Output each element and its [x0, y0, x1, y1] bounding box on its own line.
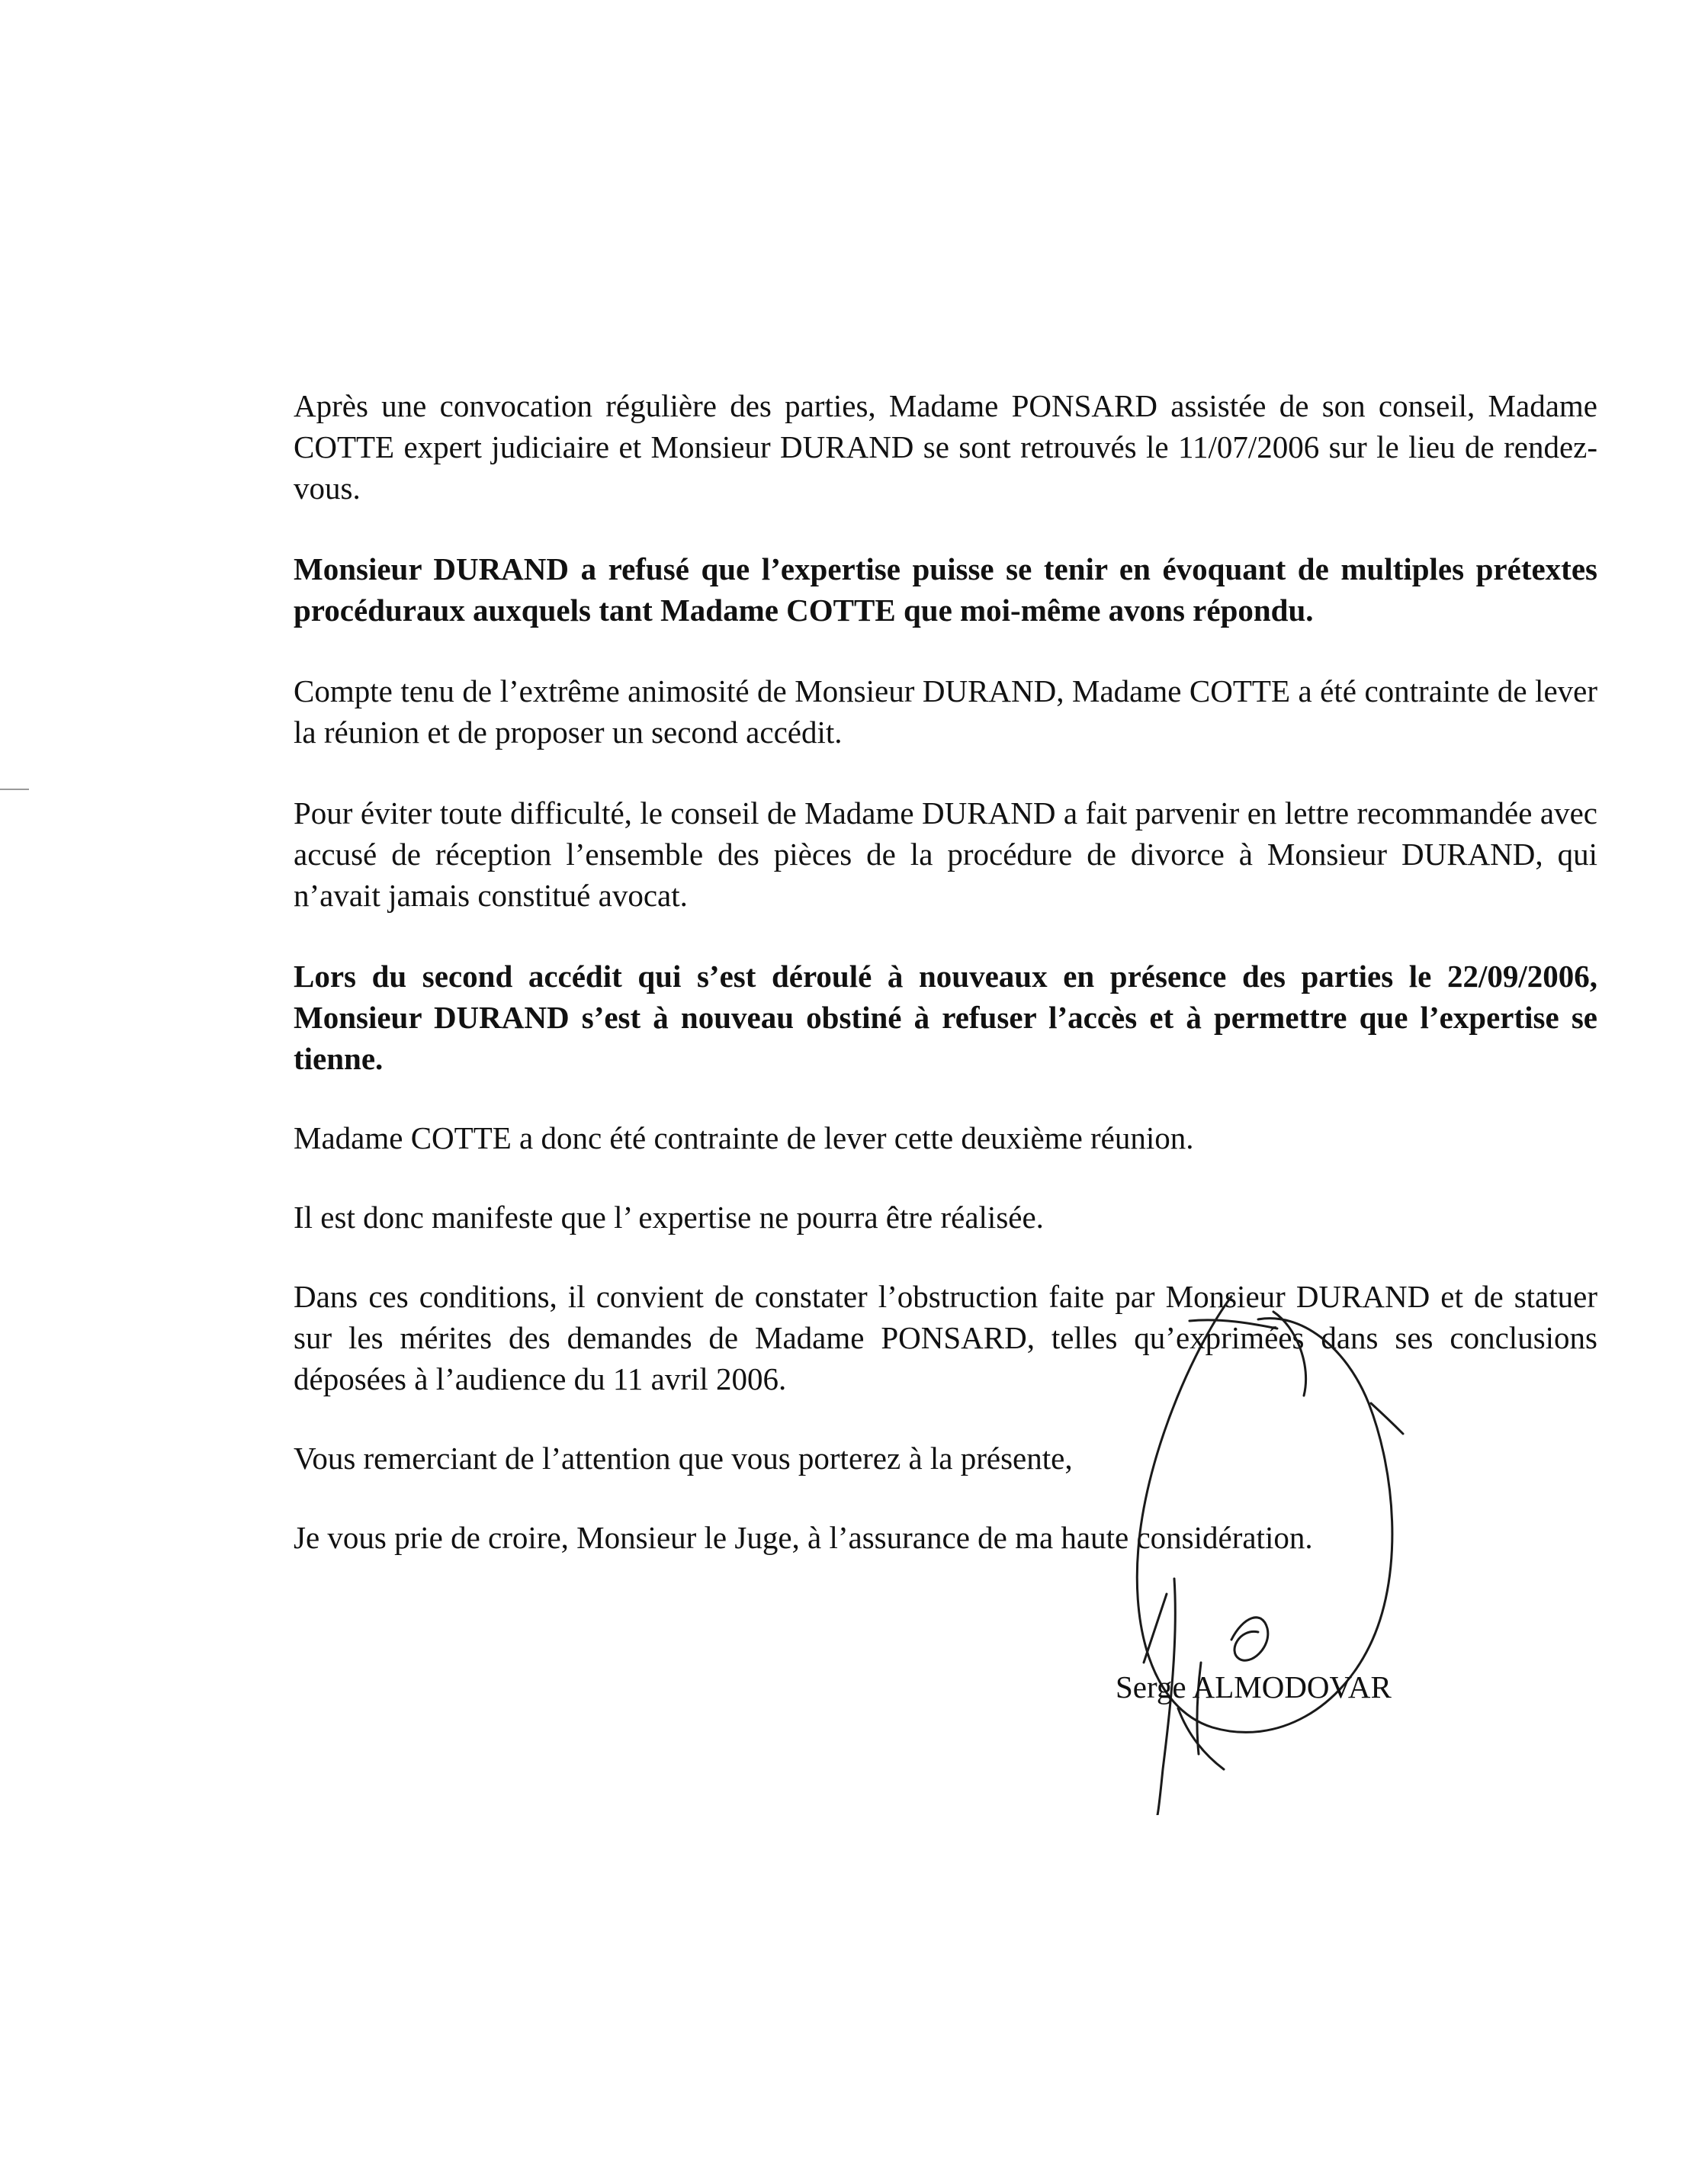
paragraph-refusal: Monsieur DURAND a refusé que l’expertise puisse se tenir en évoquant de multiples prétextes procéduraux auxquels tant Madame COTTE que moi-même avons répondu. [294, 551, 1597, 628]
paragraph-meeting-summary: Après une convocation régulière des parties, Madame PONSARD assistée de son conseil, Madame COTTE expert judiciaire et Monsieur DURAND se sont retrouvés le 11/07/2006 sur le lieu de rendez-vous. [294, 388, 1597, 506]
paragraph-expertise-impossible: Il est donc manifeste que l’ expertise ne pourra être réalisée. [294, 1200, 1044, 1235]
paragraph-animosity: Compte tenu de l’extrême animosité de Monsieur DURAND, Madame COTTE a été contrainte de lever la réunion et de proposer un second accédit. [294, 673, 1597, 750]
scan-edge-mark [0, 789, 29, 790]
paragraph-second-visit: Lors du second accédit qui s’est déroulé à nouveaux en présence des parties le 22/09/2006, Monsieur DURAND s’est à nouveau obstiné à refuser l’accès et à permettre que l’expertise se tienne. [294, 959, 1597, 1076]
paragraph-second-meeting-lifted: Madame COTTE a donc été contrainte de lever cette deuxième réunion. [294, 1120, 1194, 1155]
paragraph-documents-sent: Pour éviter toute difficulté, le conseil de Madame DURAND a fait parvenir en lettre recommandée avec accusé de réception l’ensemble des pièces de la procédure de divorce à Monsieur DURAND, qui n’avait jamais constitué avocat. [294, 795, 1597, 913]
paragraph-closing: Je vous prie de croire, Monsieur le Juge, à l’assurance de ma haute considération. [294, 1520, 1313, 1555]
signer-name: Serge ALMODOVAR [1116, 1669, 1392, 1705]
handwritten-signature [1068, 1281, 1464, 1815]
paragraph-request: Dans ces conditions, il convient de constater l’obstruction faite par Monsieur DURAND et de statuer sur les mérites des demandes de Madame PONSARD, telles qu’exprimées dans ses conclusions déposées à l’audience du 11 avril 2006. [294, 1279, 1597, 1396]
paragraph-thanks: Vous remerciant de l’attention que vous porterez à la présente, [294, 1441, 1073, 1476]
